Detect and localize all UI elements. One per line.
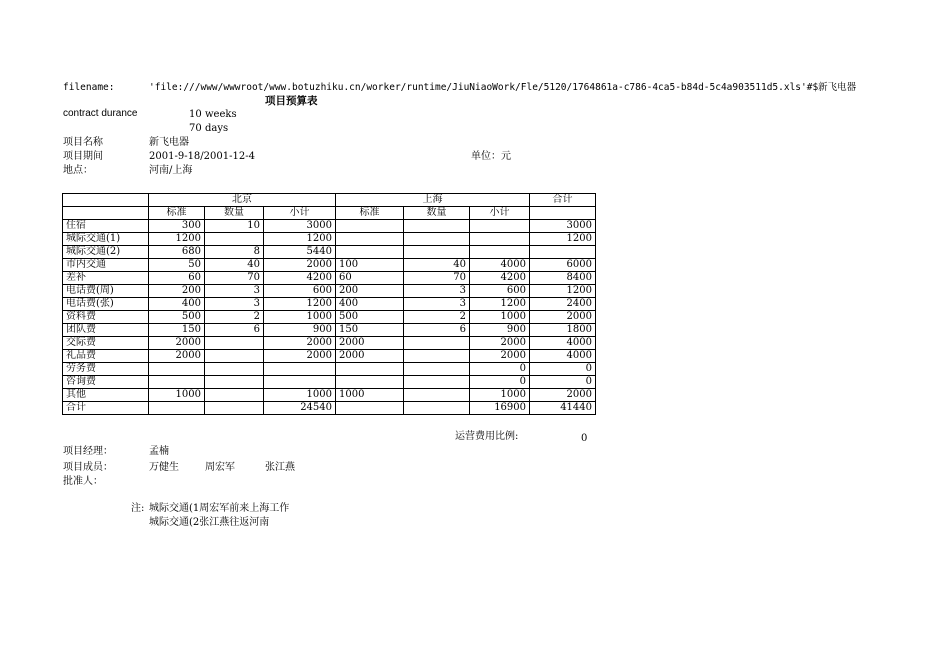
bj-sub-cell: 5440 xyxy=(264,246,336,259)
sh-qty-cell xyxy=(404,233,470,246)
sheet-title: 项目预算表 xyxy=(265,95,318,107)
budget-table xyxy=(62,193,596,415)
weeks-unit: weeks xyxy=(205,109,237,120)
bj-std-cell: 500 xyxy=(149,311,205,324)
bj-std-cell: 150 xyxy=(149,324,205,337)
project-name: 新飞电器 xyxy=(149,137,189,148)
bj-sub-cell: 1000 xyxy=(264,311,336,324)
member-1: 万健生 xyxy=(149,462,179,473)
bj-std-cell xyxy=(149,376,205,389)
table-row xyxy=(63,272,596,285)
bj-std-cell: 300 xyxy=(149,220,205,233)
bj-qty-cell: 3 xyxy=(205,285,264,298)
table-row xyxy=(63,220,596,233)
days-unit: days xyxy=(205,123,229,134)
corner-cell xyxy=(63,194,149,207)
row-name-cell: 住宿 xyxy=(63,220,149,233)
table-row xyxy=(63,324,596,337)
member-2: 周宏军 xyxy=(205,462,235,473)
bj-qty-cell xyxy=(205,376,264,389)
bj-std-cell: 1000 xyxy=(149,389,205,402)
sh-qty-cell: 70 xyxy=(404,272,470,285)
sh-std-cell xyxy=(336,376,404,389)
bj-qty-cell xyxy=(205,337,264,350)
bj-std-cell: 400 xyxy=(149,298,205,311)
row-total-cell: 41440 xyxy=(530,402,596,415)
sh-qty-cell xyxy=(404,402,470,415)
row-name-cell: 城际交通(2) xyxy=(63,246,149,259)
contract-label: contract durance xyxy=(63,108,138,119)
row-name-cell: 城际交通(1) xyxy=(63,233,149,246)
sh-sub-cell: 0 xyxy=(470,376,530,389)
bj-qty-cell: 8 xyxy=(205,246,264,259)
sh-qty-cell xyxy=(404,376,470,389)
row-total-cell: 1200 xyxy=(530,233,596,246)
bj-std-cell: 60 xyxy=(149,272,205,285)
filename-value: 'file:///www/wwwroot/www.botuzhiku.cn/worker/runtime/JiuNiaoWork/Fle/5120/1764861a-c786-4ca5-b84d-5c4a903511d5.xls'#$新飞电器 xyxy=(149,82,857,93)
bj-std-cell: 50 xyxy=(149,259,205,272)
sh-std-cell: 400 xyxy=(336,298,404,311)
row-name-cell: 市内交通 xyxy=(63,259,149,272)
bj-std-cell: 680 xyxy=(149,246,205,259)
sh-std-cell: 150 xyxy=(336,324,404,337)
bj-qty-cell: 70 xyxy=(205,272,264,285)
sh-sub-cell: 0 xyxy=(470,363,530,376)
bj-qty-cell xyxy=(205,402,264,415)
bj-std-cell: 200 xyxy=(149,285,205,298)
ratio-label: 运营费用比例: xyxy=(455,431,519,442)
weeks-value: 10 xyxy=(189,109,202,120)
sh-sub-cell: 4200 xyxy=(470,272,530,285)
sh-qty-cell: 6 xyxy=(404,324,470,337)
sh-qty-cell: 2 xyxy=(404,311,470,324)
sh-std-cell: 1000 xyxy=(336,389,404,402)
sub-header-sh-std: 标准 xyxy=(336,207,404,220)
days-value: 70 xyxy=(189,123,202,134)
row-name-cell: 礼品费 xyxy=(63,350,149,363)
row-name-cell: 其他 xyxy=(63,389,149,402)
sh-std-cell: 2000 xyxy=(336,350,404,363)
sh-sub-cell xyxy=(470,233,530,246)
bj-qty-cell xyxy=(205,350,264,363)
sub-header-bj-sub: 小计 xyxy=(264,207,336,220)
sh-std-cell xyxy=(336,233,404,246)
sh-std-cell: 200 xyxy=(336,285,404,298)
row-total-cell: 0 xyxy=(530,376,596,389)
sh-sub-cell: 600 xyxy=(470,285,530,298)
note-line-2: 城际交通(2张江燕往返河南 xyxy=(149,517,270,528)
bj-qty-cell: 40 xyxy=(205,259,264,272)
row-name-cell: 电话费(周) xyxy=(63,285,149,298)
row-name-cell: 资料费 xyxy=(63,311,149,324)
sh-sub-cell: 2000 xyxy=(470,337,530,350)
sh-sub-cell: 1000 xyxy=(470,311,530,324)
sh-std-cell xyxy=(336,363,404,376)
bj-sub-cell: 600 xyxy=(264,285,336,298)
table-row xyxy=(63,363,596,376)
sh-qty-cell xyxy=(404,363,470,376)
bj-std-cell: 2000 xyxy=(149,337,205,350)
bj-sub-cell: 1000 xyxy=(264,389,336,402)
sh-sub-cell: 2000 xyxy=(470,350,530,363)
sh-qty-cell xyxy=(404,389,470,402)
sh-qty-cell: 3 xyxy=(404,298,470,311)
bj-sub-cell: 900 xyxy=(264,324,336,337)
row-total-cell: 2000 xyxy=(530,389,596,402)
row-total-cell: 1800 xyxy=(530,324,596,337)
row-name-cell: 差补 xyxy=(63,272,149,285)
bj-std-cell: 1200 xyxy=(149,233,205,246)
row-name-cell: 咨询费 xyxy=(63,376,149,389)
sh-sub-cell: 16900 xyxy=(470,402,530,415)
row-total-cell: 2400 xyxy=(530,298,596,311)
bj-sub-cell: 2000 xyxy=(264,337,336,350)
bj-sub-cell: 1200 xyxy=(264,233,336,246)
bj-qty-cell: 6 xyxy=(205,324,264,337)
row-name-cell: 合计 xyxy=(63,402,149,415)
sh-sub-cell xyxy=(470,220,530,233)
row-total-cell: 0 xyxy=(530,363,596,376)
approver-label: 批准人： xyxy=(63,476,103,487)
bj-std-cell: 2000 xyxy=(149,350,205,363)
bj-sub-cell: 3000 xyxy=(264,220,336,233)
total-header-blank xyxy=(530,207,596,220)
filename-label: filename: xyxy=(63,82,115,93)
table-row xyxy=(63,389,596,402)
sh-qty-cell xyxy=(404,246,470,259)
members-label: 项目成员： xyxy=(63,462,113,473)
bj-std-cell xyxy=(149,402,205,415)
table-row xyxy=(63,337,596,350)
sh-sub-cell: 1000 xyxy=(470,389,530,402)
sh-sub-cell: 4000 xyxy=(470,259,530,272)
table-row xyxy=(63,298,596,311)
group-beijing: 北京 xyxy=(149,194,336,207)
group-header-row xyxy=(63,194,596,207)
bj-qty-cell xyxy=(205,233,264,246)
table-row xyxy=(63,246,596,259)
table-row xyxy=(63,402,596,415)
unit-label: 单位：元 xyxy=(471,151,511,162)
row-name-cell: 团队费 xyxy=(63,324,149,337)
table-row xyxy=(63,233,596,246)
row-total-cell: 3000 xyxy=(530,220,596,233)
sh-std-cell: 500 xyxy=(336,311,404,324)
project-name-label: 项目名称 xyxy=(63,137,103,148)
group-total: 合计 xyxy=(530,194,596,207)
sub-header-bj-qty: 数量 xyxy=(205,207,264,220)
table-row xyxy=(63,350,596,363)
period-value: 2001-9-18/2001-12-4 xyxy=(149,151,255,162)
row-total-cell: 1200 xyxy=(530,285,596,298)
note-line-1: 城际交通(1周宏军前来上海工作 xyxy=(149,503,290,514)
row-name-cell: 劳务费 xyxy=(63,363,149,376)
sub-header-row xyxy=(63,207,596,220)
sub-header-sh-sub: 小计 xyxy=(470,207,530,220)
sub-header-sh-qty: 数量 xyxy=(404,207,470,220)
row-total-cell: 4000 xyxy=(530,337,596,350)
bj-sub-cell: 1200 xyxy=(264,298,336,311)
manager-name: 孟楠 xyxy=(149,446,169,457)
bj-qty-cell xyxy=(205,389,264,402)
corner-cell xyxy=(63,207,149,220)
sh-qty-cell: 40 xyxy=(404,259,470,272)
ratio-value: 0 xyxy=(581,433,588,444)
bj-sub-cell: 4200 xyxy=(264,272,336,285)
bj-sub-cell: 2000 xyxy=(264,259,336,272)
row-total-cell: 6000 xyxy=(530,259,596,272)
table-row xyxy=(63,376,596,389)
sh-std-cell: 60 xyxy=(336,272,404,285)
row-total-cell: 2000 xyxy=(530,311,596,324)
table-row xyxy=(63,259,596,272)
row-name-cell: 交际费 xyxy=(63,337,149,350)
sh-sub-cell: 900 xyxy=(470,324,530,337)
sh-sub-cell: 1200 xyxy=(470,298,530,311)
sh-std-cell xyxy=(336,220,404,233)
member-3: 张江燕 xyxy=(265,462,295,473)
sh-std-cell: 100 xyxy=(336,259,404,272)
bj-sub-cell xyxy=(264,376,336,389)
location-label: 地点： xyxy=(63,165,93,176)
bj-qty-cell: 10 xyxy=(205,220,264,233)
table-row xyxy=(63,285,596,298)
bj-qty-cell: 3 xyxy=(205,298,264,311)
bj-std-cell xyxy=(149,363,205,376)
sh-qty-cell xyxy=(404,350,470,363)
bj-qty-cell xyxy=(205,363,264,376)
table-row xyxy=(63,311,596,324)
row-total-cell: 4000 xyxy=(530,350,596,363)
note-label: 注: xyxy=(131,503,145,514)
sh-std-cell xyxy=(336,246,404,259)
period-label: 项目期间 xyxy=(63,151,103,162)
row-name-cell: 电话费(张) xyxy=(63,298,149,311)
sh-qty-cell xyxy=(404,337,470,350)
location-value: 河南/上海 xyxy=(149,165,193,176)
bj-sub-cell: 24540 xyxy=(264,402,336,415)
sub-header-bj-std: 标准 xyxy=(149,207,205,220)
sh-sub-cell xyxy=(470,246,530,259)
bj-qty-cell: 2 xyxy=(205,311,264,324)
manager-label: 项目经理： xyxy=(63,446,113,457)
bj-sub-cell xyxy=(264,363,336,376)
row-total-cell xyxy=(530,246,596,259)
sh-std-cell: 2000 xyxy=(336,337,404,350)
row-total-cell: 8400 xyxy=(530,272,596,285)
bj-sub-cell: 2000 xyxy=(264,350,336,363)
sh-qty-cell xyxy=(404,220,470,233)
sh-std-cell xyxy=(336,402,404,415)
group-shanghai: 上海 xyxy=(336,194,530,207)
sh-qty-cell: 3 xyxy=(404,285,470,298)
